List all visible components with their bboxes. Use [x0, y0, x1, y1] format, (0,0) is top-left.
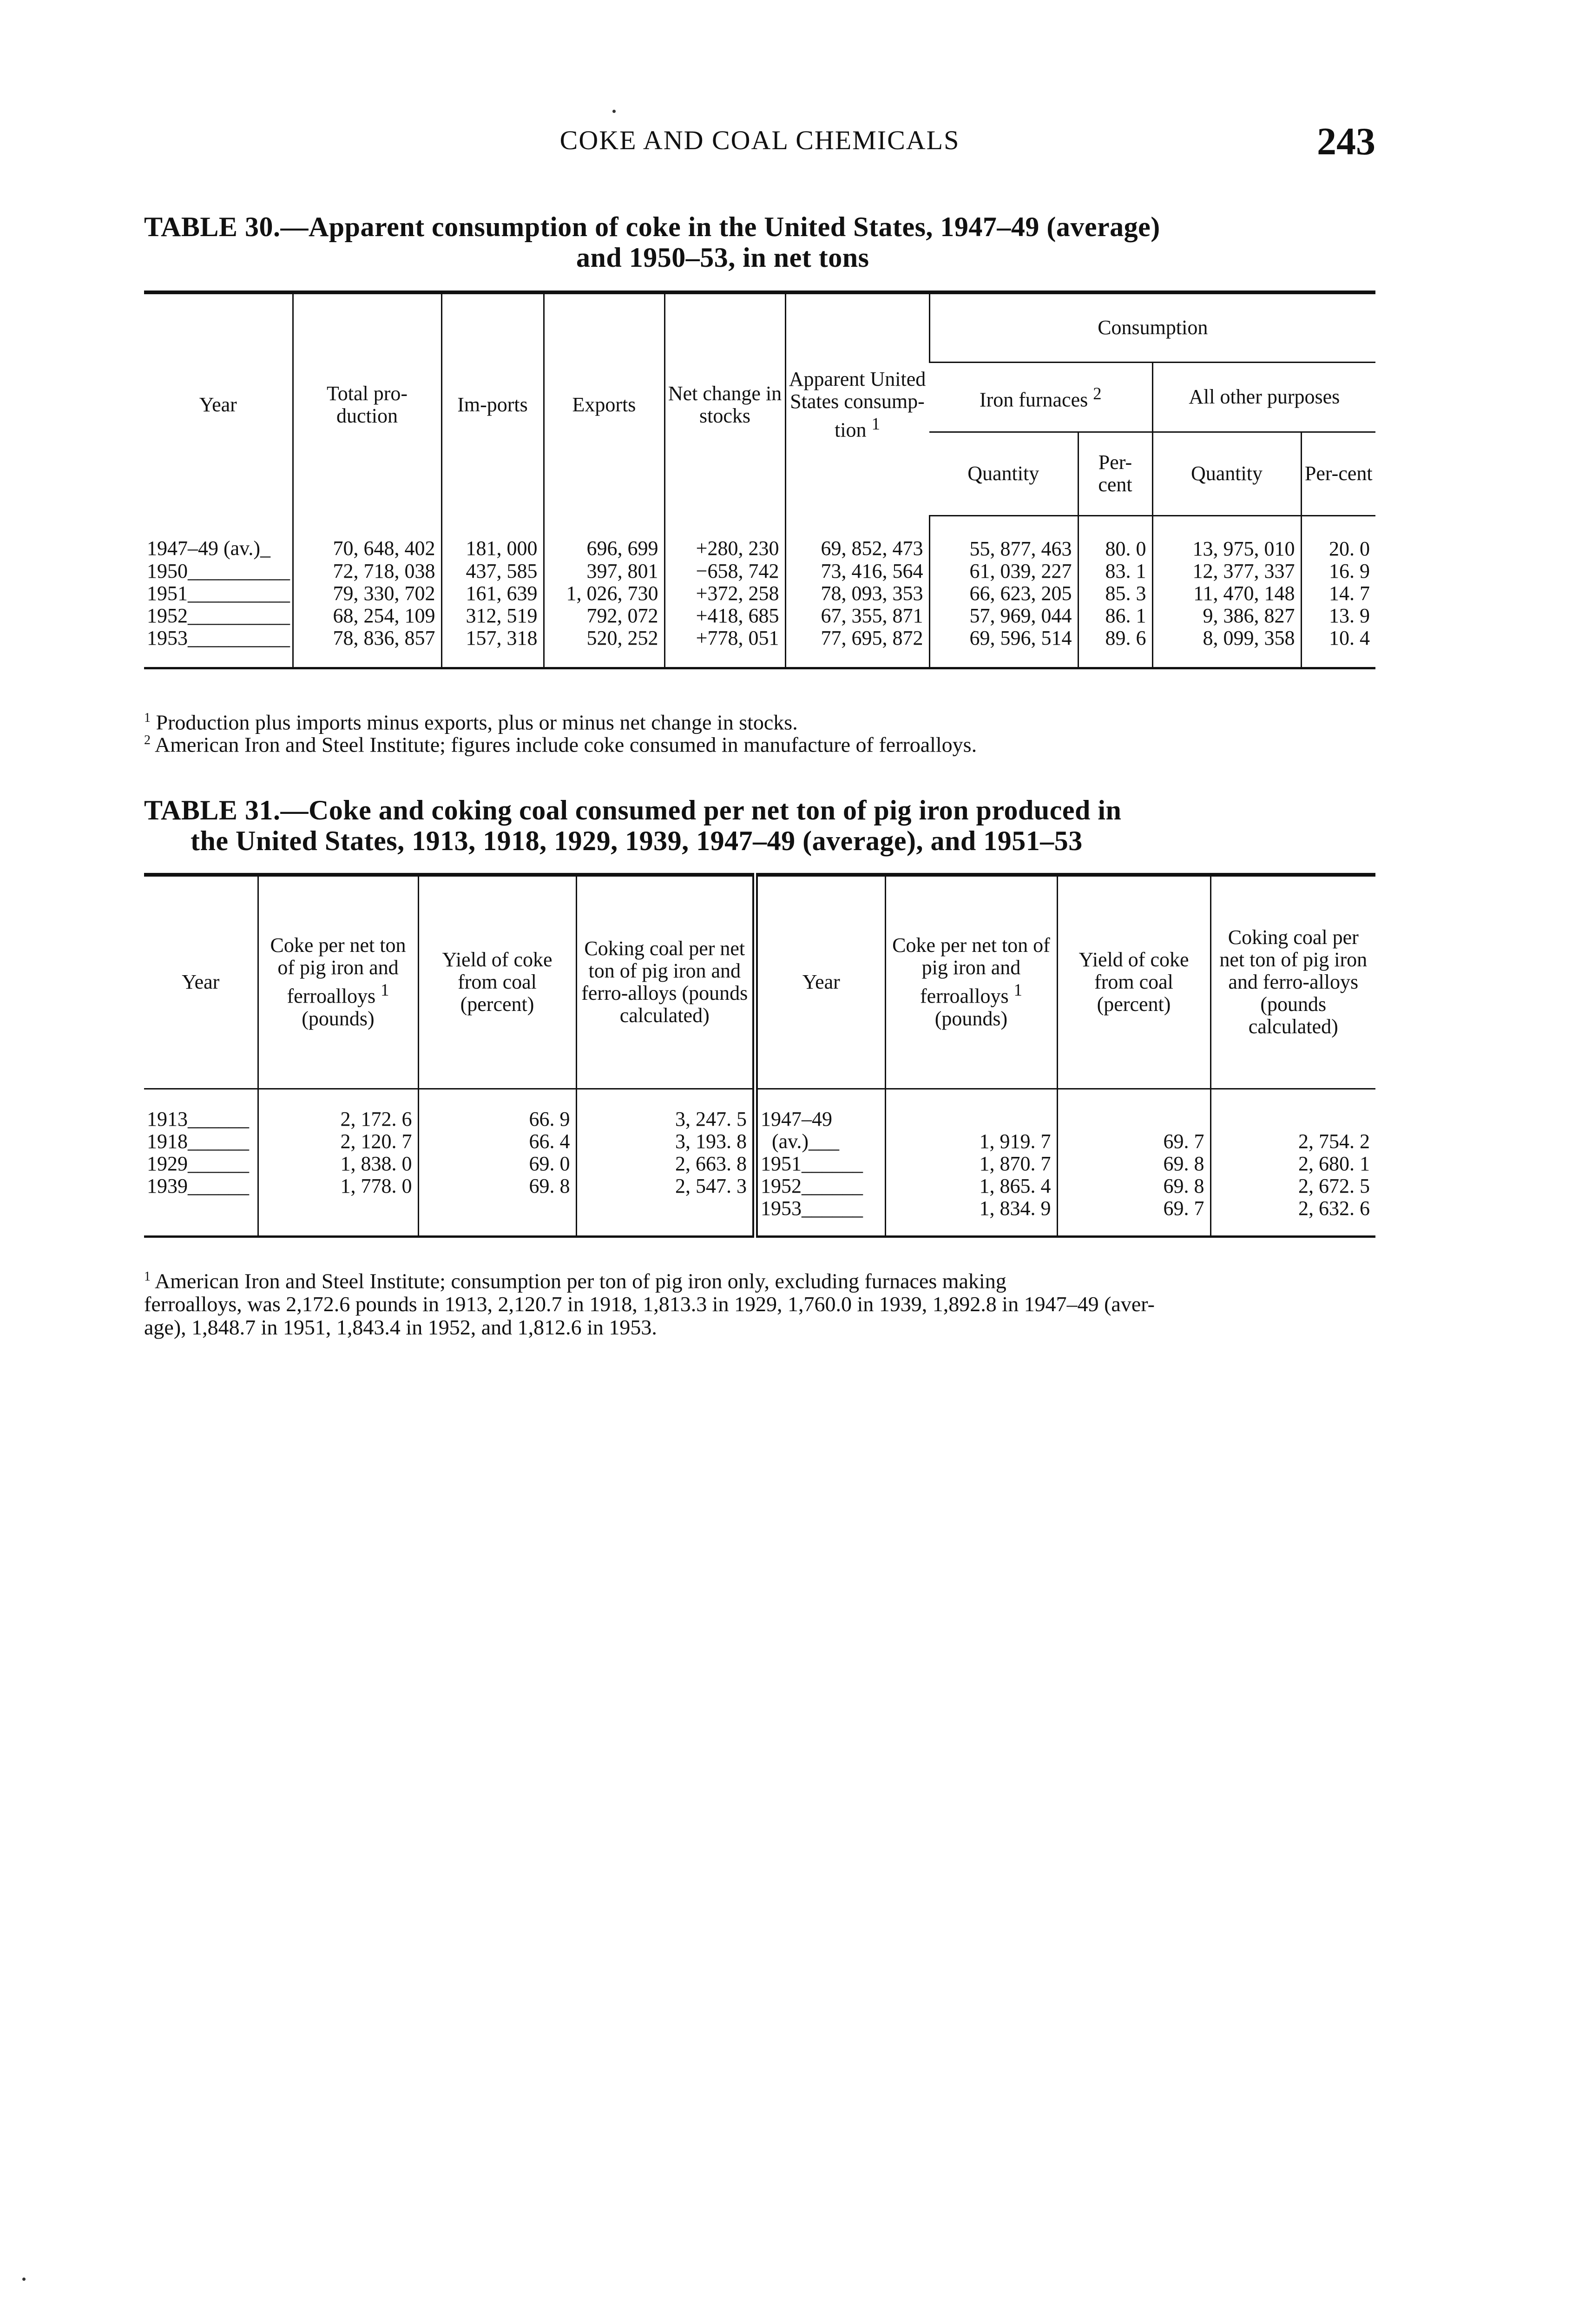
table-cell: 1, 778. 0	[258, 1175, 418, 1197]
table-cell: 1952__________	[147, 604, 290, 627]
table30-header-exports: Exports	[544, 292, 664, 515]
footnote-line	[144, 1265, 1375, 1293]
table-row	[144, 1175, 1375, 1197]
table-cell: 69. 8	[1057, 1175, 1210, 1197]
table30-header-iron-furnaces	[929, 362, 1152, 432]
table-cell: 14. 7	[1301, 582, 1375, 605]
table-cell: 69. 7	[1057, 1197, 1210, 1237]
table-cell: 83. 1	[1078, 560, 1152, 582]
table-cell: 77, 695, 872	[785, 627, 929, 668]
table-cell: 66. 9	[418, 1089, 576, 1130]
table31-header-yield-left: Yield of coke from coal (percent)	[418, 875, 576, 1089]
table-cell: 3, 247. 5	[576, 1089, 755, 1130]
table30-header-year: Year	[199, 393, 237, 416]
table-cell	[1057, 1089, 1210, 1130]
table-cell: 66. 4	[418, 1130, 576, 1153]
table30-header-imports: Im-ports	[441, 292, 544, 515]
table31-header-coking-coal-right: Coking coal per net ton of pig iron and ferro-alloys (pounds calculated)	[1210, 875, 1375, 1089]
table-cell: 2, 172. 6	[258, 1089, 418, 1130]
table-cell: 696, 699	[544, 515, 664, 560]
table-cell	[885, 1089, 1057, 1130]
table31	[144, 873, 1375, 1238]
table-cell: 2, 663. 8	[576, 1153, 755, 1175]
table-cell: 86. 1	[1078, 605, 1152, 627]
footnote-ref-2: 2	[1093, 384, 1102, 403]
table-cell	[144, 1197, 258, 1237]
table-cell: 397, 801	[544, 560, 664, 582]
table-cell: 69. 8	[418, 1175, 576, 1197]
table-row	[144, 560, 1375, 582]
table30-header-iron-furnaces-text: Iron furnaces	[979, 388, 1088, 411]
table-cell: 1953______	[755, 1197, 885, 1237]
table-cell: 13, 975, 010	[1152, 515, 1301, 560]
table-cell: +372, 258	[664, 582, 785, 605]
table30-header-other-percent: Per-cent	[1301, 432, 1375, 515]
table30-footnote-2	[144, 729, 1375, 756]
table-cell: 12, 377, 337	[1152, 560, 1301, 582]
table-cell: 161, 639	[441, 582, 544, 605]
table30-body	[144, 515, 1375, 668]
table-cell: 437, 585	[441, 560, 544, 582]
header-unit: (pounds)	[302, 1007, 375, 1030]
table-cell: 66, 623, 205	[929, 582, 1078, 605]
table-cell: 1953__________	[147, 626, 290, 649]
table-cell: 80. 0	[1078, 515, 1152, 560]
table-cell: 69. 7	[1057, 1130, 1210, 1153]
table-cell: 1939______	[147, 1174, 249, 1197]
table-row	[144, 1089, 1375, 1130]
table-cell: 1951______	[755, 1153, 885, 1175]
table-cell: 1, 838. 0	[258, 1153, 418, 1175]
table-cell	[576, 1197, 755, 1237]
table-cell: 61, 039, 227	[929, 560, 1078, 582]
footnote-ref-1: 1	[871, 414, 880, 434]
table-cell: 1918______	[147, 1129, 249, 1153]
table-cell: 1, 865. 4	[885, 1175, 1057, 1197]
table30-header-total-production: Total pro-duction	[293, 292, 441, 515]
table-cell: 520, 252	[544, 627, 664, 668]
table30-header-iron-percent: Per-cent	[1078, 432, 1152, 515]
table-row	[144, 1197, 1375, 1237]
table-row	[144, 582, 1375, 605]
scan-speck	[612, 110, 616, 113]
table-cell: 79, 330, 702	[293, 582, 441, 605]
table-cell: 73, 416, 564	[785, 560, 929, 582]
table31-title-line2: the United States, 1913, 1918, 1929, 1939, 1947–49 (average), and 1951–53	[191, 825, 1083, 856]
table-cell: +280, 230	[664, 515, 785, 560]
footnote-line: ferroalloys, was 2,172.6 pounds in 1913, 2,120.7 in 1918, 1,813.3 in 1929, 1,760.0 in 1939, 1,892.8 in 1947–49 (aver-	[144, 1292, 1155, 1316]
table-cell: 10. 4	[1301, 627, 1375, 668]
footnote-ref-1: 1	[381, 980, 389, 1000]
table-cell: 1950__________	[147, 559, 290, 582]
table-cell: 69, 852, 473	[785, 515, 929, 560]
table30	[144, 290, 1375, 669]
footnote-text: Production plus imports minus exports, plus or minus net change in stocks.	[156, 710, 798, 734]
table-row	[144, 605, 1375, 627]
table31-header-coke-right	[885, 875, 1057, 1089]
table-row	[144, 1130, 1375, 1153]
table-cell: 1951__________	[147, 581, 290, 605]
table31-header-year-left: Year	[144, 875, 258, 1089]
table31-header-year-right: Year	[755, 875, 885, 1089]
table-cell: 69, 596, 514	[929, 627, 1078, 668]
table31-title-line1: TABLE 31.—Coke and coking coal consumed per net ton of pig iron produced in	[144, 795, 1122, 825]
table-cell: 157, 318	[441, 627, 544, 668]
table-cell: 1, 919. 7	[885, 1130, 1057, 1153]
footnote-mark: 2	[144, 733, 151, 747]
table-cell: 2, 672. 5	[1210, 1175, 1375, 1197]
table-cell: −658, 742	[664, 560, 785, 582]
table-cell	[258, 1197, 418, 1237]
table31-title	[144, 795, 1375, 856]
table30-header-all-other: All other purposes	[1152, 362, 1375, 432]
table-cell: (av.)___	[755, 1130, 885, 1153]
table-cell: 57, 969, 044	[929, 605, 1078, 627]
table-cell: 1, 834. 9	[885, 1197, 1057, 1237]
header-text: Coke per net ton of pig iron and ferroalloys	[892, 934, 1050, 1008]
table-cell: 2, 120. 7	[258, 1130, 418, 1153]
footnote-mark: 1	[144, 1269, 151, 1284]
table-cell: 792, 072	[544, 605, 664, 627]
table-cell	[418, 1197, 576, 1237]
header-text: Coke per net ton of pig iron and ferroalloys	[270, 934, 406, 1008]
table30-title-line1: TABLE 30.—Apparent consumption of coke in the United States, 1947–49 (average)	[144, 211, 1160, 242]
footnote-ref-1: 1	[1013, 980, 1022, 1000]
table-cell: 85. 3	[1078, 582, 1152, 605]
table-cell: 2, 632. 6	[1210, 1197, 1375, 1237]
table-row	[144, 1153, 1375, 1175]
table-cell: 312, 519	[441, 605, 544, 627]
table-cell: 69. 0	[418, 1153, 576, 1175]
table31-footnote	[144, 1265, 1375, 1339]
table-cell: 2, 547. 3	[576, 1175, 755, 1197]
table-cell: 70, 648, 402	[293, 515, 441, 560]
table-cell: 89. 6	[1078, 627, 1152, 668]
table-cell: 1952______	[755, 1175, 885, 1197]
table30-header-apparent-consumption	[785, 292, 929, 515]
table30-title	[144, 211, 1375, 273]
table-cell: 9, 386, 827	[1152, 605, 1301, 627]
table-cell: 72, 718, 038	[293, 560, 441, 582]
table-cell: 1913______	[147, 1107, 249, 1130]
table-cell: 1947–49	[755, 1089, 885, 1130]
table-cell: 1929______	[147, 1152, 249, 1175]
table-cell: 16. 9	[1301, 560, 1375, 582]
table-cell: 8, 099, 358	[1152, 627, 1301, 668]
header-unit: (pounds)	[934, 1007, 1008, 1030]
table-cell: +418, 685	[664, 605, 785, 627]
table-cell: 3, 193. 8	[576, 1130, 755, 1153]
table-cell: 2, 680. 1	[1210, 1153, 1375, 1175]
running-title: COKE AND COAL CHEMICALS	[559, 125, 960, 155]
table-cell: 55, 877, 463	[929, 515, 1078, 560]
table-cell: 1, 870. 7	[885, 1153, 1057, 1175]
table30-header-iron-quantity: Quantity	[929, 432, 1078, 515]
table-cell: 1, 026, 730	[544, 582, 664, 605]
table30-header-net-change: Net change in stocks	[664, 292, 785, 515]
table-cell: 78, 836, 857	[293, 627, 441, 668]
table-cell: 2, 754. 2	[1210, 1130, 1375, 1153]
table-cell: 20. 0	[1301, 515, 1375, 560]
table-cell: 69. 8	[1057, 1153, 1210, 1175]
table-cell: 78, 093, 353	[785, 582, 929, 605]
page-number: 243	[1317, 120, 1375, 163]
table-cell	[1210, 1089, 1375, 1130]
footnote-text: American Iron and Steel Institute; consumption per ton of pig iron only, excluding furnaces making	[154, 1269, 1006, 1293]
running-head	[144, 120, 1375, 166]
footnote-mark: 1	[144, 711, 151, 725]
table-row	[144, 515, 1375, 560]
table-cell: +778, 051	[664, 627, 785, 668]
table31-header-coke-left	[258, 875, 418, 1089]
table-cell: 68, 254, 109	[293, 605, 441, 627]
table-cell: 13. 9	[1301, 605, 1375, 627]
table-cell: 181, 000	[441, 515, 544, 560]
table-cell: 67, 355, 871	[785, 605, 929, 627]
table-cell: 11, 470, 148	[1152, 582, 1301, 605]
table30-header-consumption: Consumption	[929, 292, 1375, 362]
table30-header-apparent-text: Apparent United States consump-tion	[789, 368, 926, 442]
table-row	[144, 627, 1375, 668]
scan-speck	[22, 2278, 26, 2281]
table31-body	[144, 1089, 1375, 1236]
footnote-line: age), 1,848.7 in 1951, 1,843.4 in 1952, and 1,812.6 in 1953.	[144, 1315, 657, 1340]
table30-title-line2: and 1950–53, in net tons	[576, 242, 869, 273]
table31-header-coking-coal-left: Coking coal per net ton of pig iron and ferro-alloys (pounds calculated)	[576, 875, 755, 1089]
table30-header-other-quantity: Quantity	[1152, 432, 1301, 515]
table31-header-yield-right: Yield of coke from coal (percent)	[1057, 875, 1210, 1089]
table-cell: 1947–49 (av.)_	[147, 536, 270, 560]
footnote-text: American Iron and Steel Institute; figures include coke consumed in manufacture of ferroalloys.	[154, 733, 977, 757]
